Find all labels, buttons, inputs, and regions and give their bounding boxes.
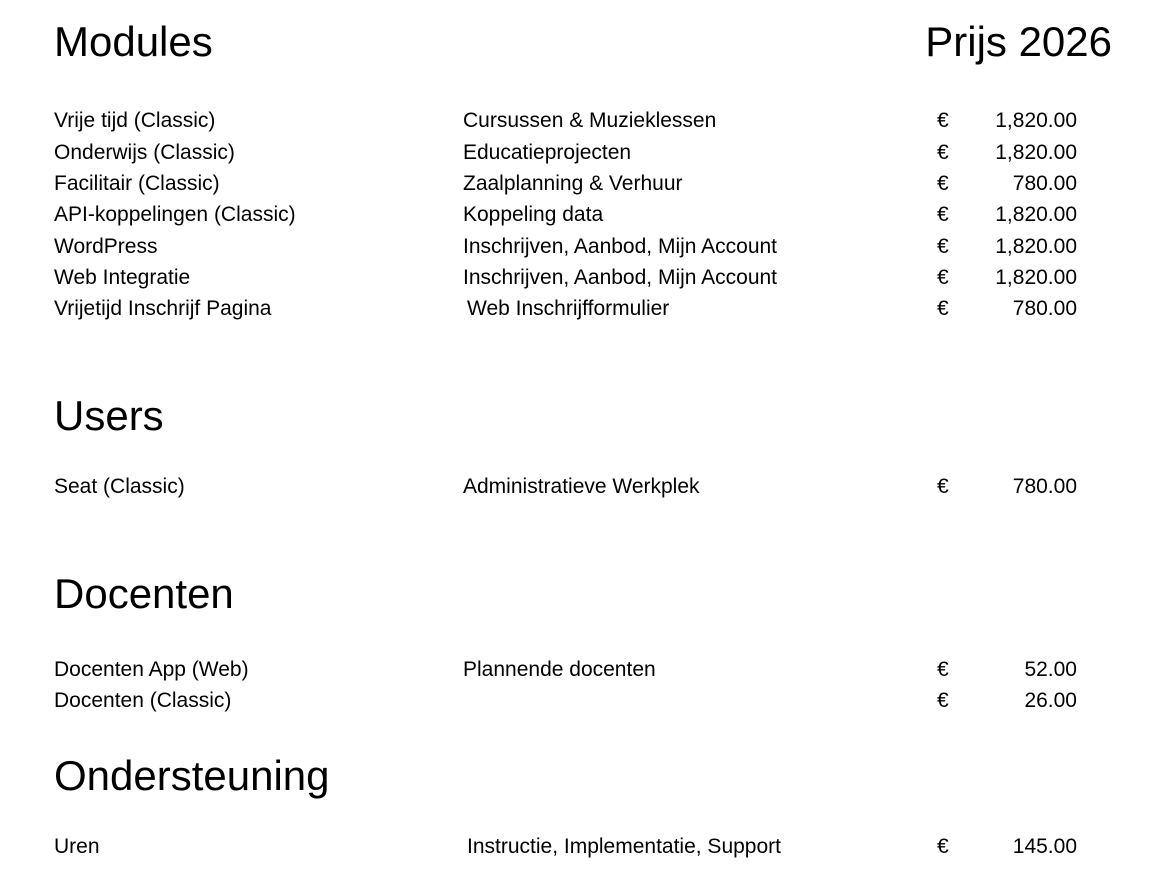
- item-amount: 145.00: [1012, 835, 1077, 858]
- item-name: API-koppelingen (Classic): [54, 203, 296, 226]
- item-name: Onderwijs (Classic): [54, 141, 235, 164]
- item-amount: 1,820.00: [995, 109, 1077, 132]
- currency-symbol: €: [937, 172, 949, 195]
- currency-symbol: €: [937, 203, 949, 226]
- item-amount: 780.00: [1012, 172, 1077, 195]
- item-amount: 1,820.00: [995, 141, 1077, 164]
- item-name: Web Integratie: [54, 266, 191, 289]
- modules-heading: Modules: [54, 18, 213, 65]
- item-amount: 1,820.00: [995, 235, 1077, 258]
- currency-symbol: €: [937, 109, 949, 132]
- item-amount: 26.00: [1024, 689, 1077, 712]
- currency-symbol: €: [937, 689, 949, 712]
- price-row: [0, 106, 1154, 136]
- item-name: Facilitair (Classic): [54, 172, 220, 195]
- ondersteuning-heading: Ondersteuning: [54, 752, 330, 799]
- item-description: Plannende docenten: [463, 658, 656, 681]
- price-row: [0, 232, 1154, 262]
- price-row: [0, 138, 1154, 168]
- currency-symbol: €: [937, 835, 949, 858]
- item-description: Cursussen & Muzieklessen: [463, 109, 717, 132]
- item-amount: 780.00: [1012, 297, 1077, 320]
- item-name: WordPress: [54, 235, 158, 258]
- item-name: Seat (Classic): [54, 475, 185, 498]
- item-name: Docenten (Classic): [54, 689, 232, 712]
- item-description: Educatieprojecten: [463, 141, 632, 164]
- item-amount: 780.00: [1012, 475, 1077, 498]
- price-row: [0, 169, 1154, 199]
- currency-symbol: €: [937, 475, 949, 498]
- item-name: Uren: [54, 835, 100, 858]
- item-name: Docenten App (Web): [54, 658, 249, 681]
- item-description: Inschrijven, Aanbod, Mijn Account: [463, 266, 778, 289]
- price-row: [0, 200, 1154, 230]
- price-row: [0, 472, 1154, 502]
- currency-symbol: €: [937, 297, 949, 320]
- item-description: Koppeling data: [463, 203, 604, 226]
- item-description: Administratieve Werkplek: [463, 475, 700, 498]
- currency-symbol: €: [937, 658, 949, 681]
- currency-symbol: €: [937, 235, 949, 258]
- price-row: [0, 655, 1154, 685]
- currency-symbol: €: [937, 141, 949, 164]
- item-description: Instructie, Implementatie, Support: [467, 835, 781, 858]
- price-row: [0, 686, 1154, 716]
- docenten-heading: Docenten: [54, 570, 234, 617]
- item-amount: 1,820.00: [995, 203, 1077, 226]
- item-amount: 52.00: [1024, 658, 1077, 681]
- item-name: Vrijetijd Inschrijf Pagina: [54, 297, 272, 320]
- item-description: Web Inschrijfformulier: [467, 297, 670, 320]
- price-row: [0, 294, 1154, 324]
- price-row: [0, 263, 1154, 293]
- price-heading: Prijs 2026: [925, 18, 1112, 65]
- price-row: [0, 832, 1154, 862]
- item-name: Vrije tijd (Classic): [54, 109, 216, 132]
- item-description: Inschrijven, Aanbod, Mijn Account: [463, 235, 778, 258]
- item-description: Zaalplanning & Verhuur: [463, 172, 683, 195]
- users-heading: Users: [54, 392, 164, 439]
- currency-symbol: €: [937, 266, 949, 289]
- item-amount: 1,820.00: [995, 266, 1077, 289]
